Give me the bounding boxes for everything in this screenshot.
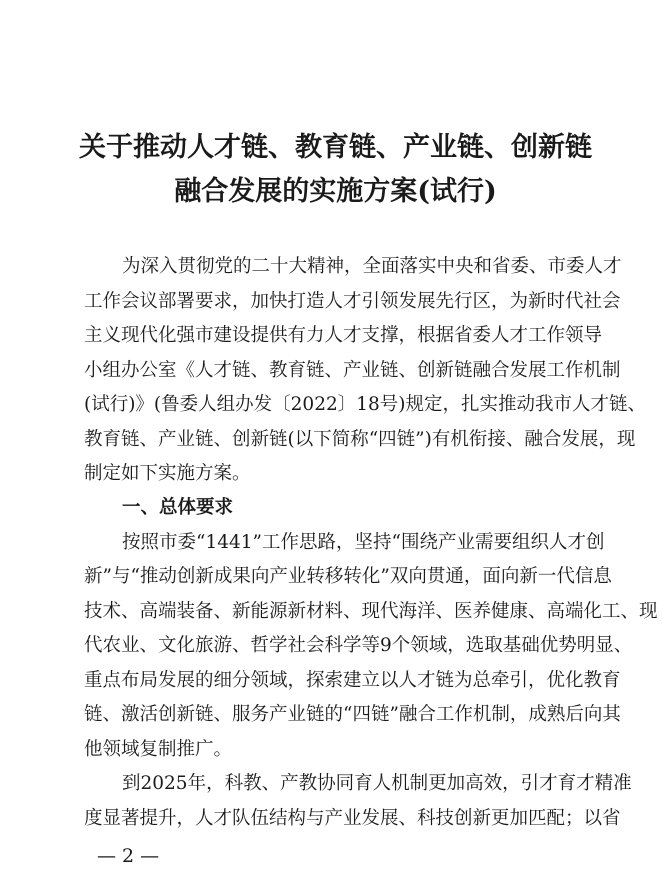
section-heading: 一、总体要求	[122, 497, 234, 518]
paragraph-3-line-2: 度显著提升，人才队伍结构与产业发展、科技创新更加匹配；以省	[84, 808, 621, 829]
paragraph-1-line-2: 工作会议部署要求，加快打造人才引领发展先行区，为新时代社会	[84, 291, 621, 312]
paragraph-1-line-3: 主义现代化强市建设提供有力人才支撑，根据省委人才工作领导	[84, 325, 603, 346]
page-number: — 2 —	[97, 845, 160, 867]
paragraph-2-line-6: 链、激活创新链、服务产业链的“四链”融合工作机制，成熟后向其	[84, 704, 621, 725]
paragraph-2-line-3: 技术、高端装备、新能源新材料、现代海洋、医养健康、高端化工、现	[84, 601, 658, 622]
document-title-line-1: 关于推动人才链、教育链、产业链、创新链	[79, 132, 592, 163]
document-title-line-2: 融合发展的实施方案(试行)	[174, 176, 497, 207]
paragraph-1-line-5: (试行)》(鲁委人组办发〔2022〕18号)规定，扎实推动我市人才链、	[84, 394, 646, 415]
paragraph-1-line-6: 教育链、产业链、创新链(以下简称“四链”)有机衔接、融合发展，现	[84, 429, 636, 450]
paragraph-1-line-1: 为深入贯彻党的二十大精神，全面落实中央和省委、市委人才	[122, 256, 622, 277]
paragraph-1-line-7: 制定如下实施方案。	[84, 463, 251, 484]
paragraph-2-line-1: 按照市委“1441”工作思路，坚持“围绕产业需要组织人才创	[122, 532, 605, 553]
paragraph-2-line-7: 他领域复制推广。	[84, 739, 233, 760]
paragraph-3-line-1: 到2025年，科教、产教协同育人机制更加高效，引才育才精准	[122, 773, 632, 794]
paragraph-2-line-5: 重点布局发展的细分领域，探索建立以人才链为总牵引，优化教育	[84, 670, 621, 691]
paragraph-2-line-2: 新”与“推动创新成果向产业转移转化”双向贯通，面向新一代信息	[84, 566, 612, 587]
paragraph-2-line-4: 代农业、文化旅游、哲学社会科学等9个领域，选取基础优势明显、	[84, 635, 633, 656]
paragraph-1-line-4: 小组办公室《人才链、教育链、产业链、创新链融合发展工作机制	[84, 360, 621, 381]
